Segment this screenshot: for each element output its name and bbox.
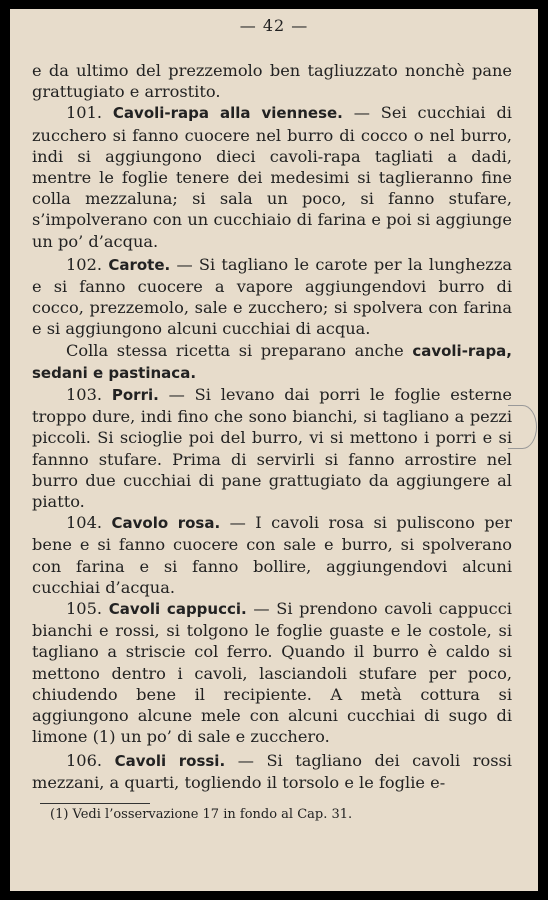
footnote: (1) Vedi l’osservazione 17 in fondo al Cap. 31. bbox=[50, 807, 353, 822]
recipe-text: — I cavoli rosa si puliscono per bene e si fanno cuocere con sale e burro, si spolverano con farina e si fanno bollire, aggiungendovi alcuni cucchiai d’acqua. bbox=[32, 513, 512, 597]
page-number: — 42 — bbox=[239, 16, 309, 35]
footnote-rule bbox=[40, 803, 150, 804]
recipe-number: 102. bbox=[66, 254, 103, 274]
recipe-105 bbox=[32, 598, 512, 747]
recipe-number: 104. bbox=[66, 513, 103, 533]
recipe-title: Carote. bbox=[108, 255, 171, 274]
book-page bbox=[10, 9, 538, 891]
recipe-text: — Si levano dai porri le foglie esterne troppo dure, indi fino che sono bianchi, si tagliano a pezzi piccoli. Si scioglie poi del burro, vi si mettono i porri e si fannno stufare. Prima di servirli si fanno arrostire nel burro due cucchiai di pane grattugiato da aggiungere al piatto. bbox=[32, 385, 512, 512]
recipe-title: Cavoli-rapa alla viennese. bbox=[112, 104, 343, 123]
recipe-101 bbox=[32, 102, 512, 251]
page-body bbox=[32, 60, 512, 793]
recipe-number: 103. bbox=[66, 385, 103, 405]
variant-text: Colla stessa ricetta si preparano anche bbox=[66, 340, 413, 360]
recipe-103 bbox=[32, 384, 512, 512]
recipe-text: — Si tagliano le carote per la lunghezza e si fanno cuocere a vapore aggiungendovi burro di cocco, prezzemolo, sale e zucchero; si spolvera con farina e si aggiungono alcuni cucchiai di acqua. bbox=[32, 254, 513, 339]
continuation-paragraph: e da ultimo del prezzemolo ben tagliuzzato nonchè pane grattugiato e arrostito. bbox=[32, 61, 512, 102]
variant-note bbox=[32, 340, 512, 384]
recipe-number: 101. bbox=[66, 103, 103, 123]
margin-pencil-mark bbox=[508, 405, 537, 449]
recipe-102 bbox=[32, 254, 512, 340]
variant-bold: cavoli-rapa, sedani e pastinaca. bbox=[32, 341, 512, 382]
recipe-title: Porri. bbox=[111, 386, 159, 405]
recipe-number: 105. bbox=[66, 599, 103, 619]
recipe-title: Cavoli rossi. bbox=[114, 751, 226, 770]
recipe-text: — Si tagliano dei cavoli rossi mezzani, a quarti, togliendo il torsolo e le foglie e- bbox=[32, 750, 512, 792]
recipe-number: 106. bbox=[66, 750, 103, 770]
recipe-title: Cavolo rosa. bbox=[111, 514, 221, 533]
recipe-106 bbox=[32, 750, 512, 793]
recipe-title: Cavoli cappucci. bbox=[108, 600, 247, 619]
recipe-text: — Si prendono cavoli cappucci bianchi e rossi, si tolgono le foglie guaste e le costole, si tagliano a striscie col ferro. Quando il burro è caldo si mettono dentro i cavoli, lasciandoli stufare per poco, chiudendo bene il recipiente. A metà cottura si aggiungono alcune mele con alcuni cucchiai di sugo di limone (1) un po’ di sale e zucchero. bbox=[32, 599, 512, 747]
recipe-104 bbox=[32, 512, 512, 598]
recipe-text: — Sei cucchiai di zucchero si fanno cuocere nel burro di cocco o nel burro, indi si aggiungono dieci cavoli-rapa tagliati a dadi, mentre le foglie tenere dei medesimi si taglieranno fine colla mezzaluna; si sala un poco, si fanno stufare, s’impolverano con un cucchiaio di farina e poi si aggiunge un po’ d’acqua. bbox=[32, 103, 512, 251]
